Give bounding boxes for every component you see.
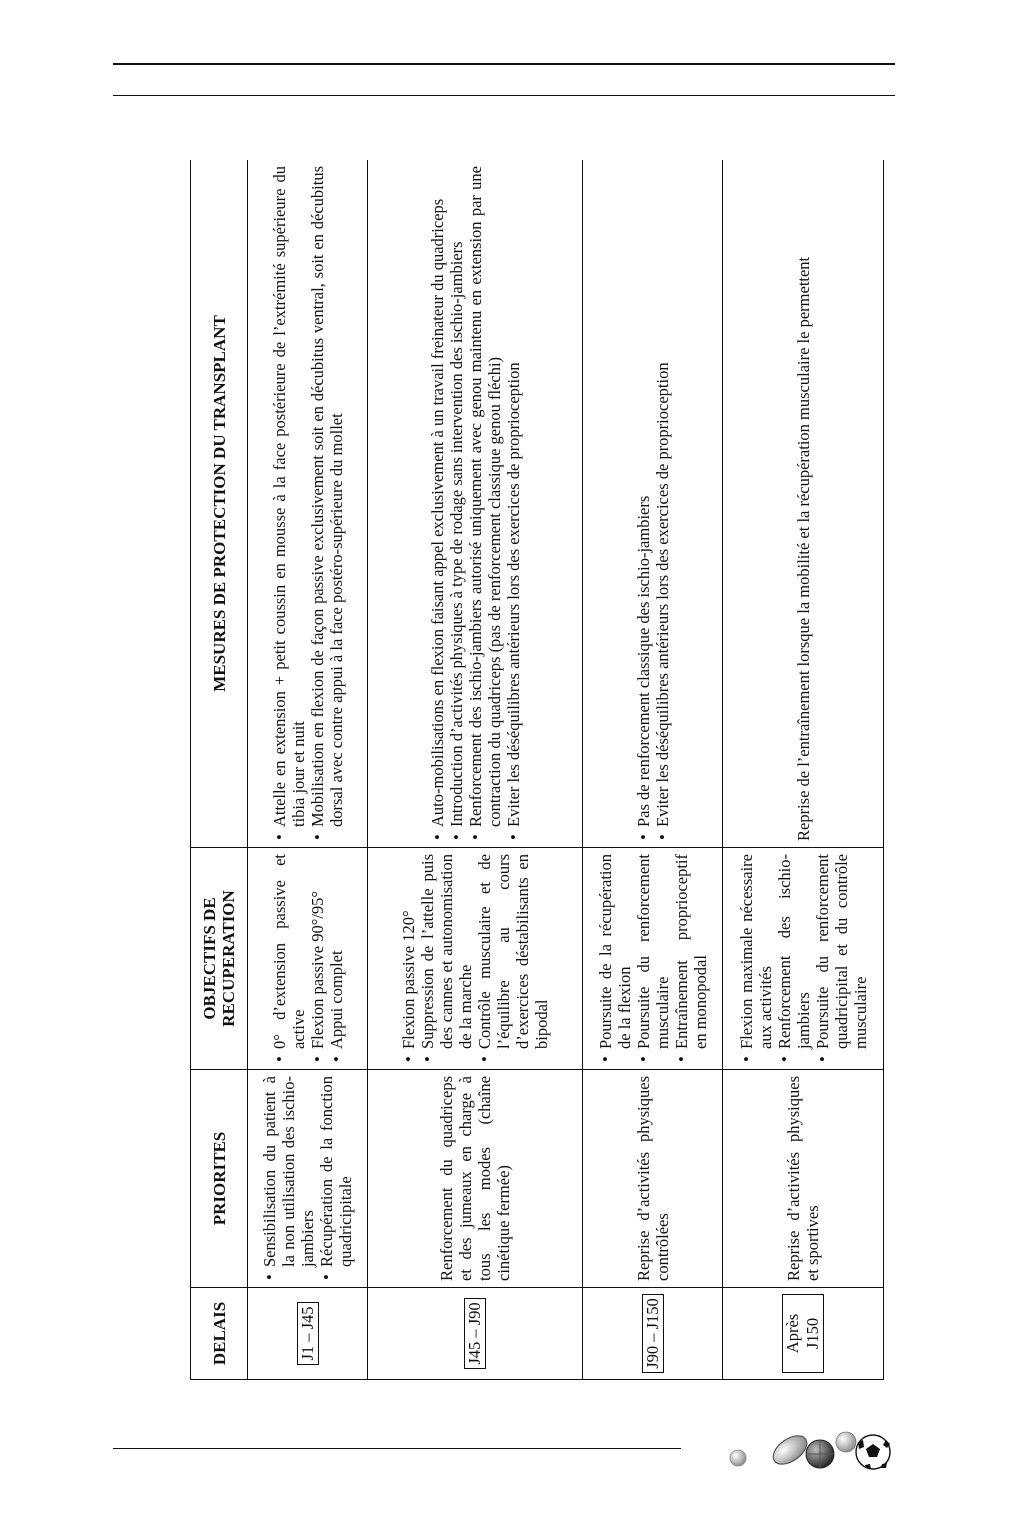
objectives-cell bbox=[368, 848, 583, 1070]
list-item: • Flexion maximale nécessaire aux activités bbox=[737, 854, 775, 1049]
list-item: • Poursuite du renforcement quadricipital et du contrôle musculaire bbox=[813, 854, 870, 1049]
priorities-cell: Reprise d’activités physiques et sportives bbox=[723, 1070, 884, 1288]
priorities-cell bbox=[248, 1070, 368, 1288]
measures-cell bbox=[368, 160, 583, 848]
list-item: • Flexion passive 120° bbox=[399, 854, 418, 1049]
measures-cell bbox=[583, 160, 723, 848]
list-item: • Introduction d’activités physiques à type de rodage sans intervention des ischio-jambiers bbox=[447, 166, 466, 827]
objectives-cell bbox=[583, 848, 723, 1070]
list-item: • Renforcement des ischio-jambiers bbox=[775, 854, 813, 1049]
rotated-table-container bbox=[190, 160, 884, 1380]
list-item: • Appui complet bbox=[327, 854, 346, 1049]
table-header-row bbox=[191, 160, 248, 1380]
delay-label: J45 – J90 bbox=[464, 1298, 486, 1368]
delay-cell bbox=[368, 1288, 583, 1380]
list-item: • 0° d’extension passive et active bbox=[270, 854, 308, 1049]
delay-label: J90 – J150 bbox=[642, 1294, 664, 1373]
list-item: • Attelle en extension + petit coussin en mousse à la face postérieure de l’extrémité supérieure du tibia jour et nuit bbox=[270, 166, 308, 827]
header-rule-thin bbox=[113, 95, 895, 96]
list-item: • Auto-mobilisations en flexion faisant appel exclusivement à un travail freinateur du quadriceps bbox=[428, 166, 447, 827]
header-objectifs: OBJECTIFS DE RECUPERATION bbox=[191, 848, 248, 1070]
priorities-cell: Renforcement du quadriceps et des jumeaux en charge à tous les modes (chaîne cinétique fermée) bbox=[368, 1070, 583, 1288]
table-row bbox=[248, 160, 368, 1380]
header-delais: DELAIS bbox=[191, 1288, 248, 1380]
table-row bbox=[583, 160, 723, 1380]
objectives-cell bbox=[248, 848, 368, 1070]
footer-rule bbox=[113, 1448, 681, 1449]
list-item: • Eviter les déséquilibres antérieurs lors des exercices de proprioception bbox=[653, 166, 672, 827]
header-rule-thick bbox=[113, 63, 895, 65]
list-item: • Contrôle musculaire et de l’équilibre au cours d’exercices déstabilisants en bipodal bbox=[475, 854, 551, 1049]
list-item: • Pas de renforcement classique des ischio-jambiers bbox=[634, 166, 653, 827]
delay-cell bbox=[723, 1288, 884, 1380]
delay-label: J1 – J45 bbox=[297, 1302, 319, 1364]
sports-balls-icon bbox=[728, 1420, 898, 1480]
rehabilitation-table bbox=[190, 160, 884, 1380]
list-item: • Poursuite du renforcement musculaire bbox=[634, 854, 672, 1049]
measures-cell: Reprise de l’entraînement lorsque la mobilité et la récupération musculaire le permettent bbox=[723, 160, 884, 848]
list-item: • Mobilisation en flexion de façon passive exclusivement soit en décubitus ventral, soit en décubitus dorsal avec contre appui à la face postéro-supérieure du mollet bbox=[308, 166, 346, 827]
delay-cell bbox=[583, 1288, 723, 1380]
header-priorites: PRIORITES bbox=[191, 1070, 248, 1288]
table-row bbox=[368, 160, 583, 1380]
list-item: • Suppression de l’attelle puis des cannes et autonomisation de la marche bbox=[418, 854, 475, 1049]
priorities-cell: Reprise d’activités physiques contrôlées bbox=[583, 1070, 723, 1288]
delay-cell bbox=[248, 1288, 368, 1380]
list-item: • Renforcement des ischio-jambiers autorisé uniquement avec genou maintenu en extension par une contraction du quadriceps (pas de renforcement classique genou fléchi) bbox=[466, 166, 504, 827]
list-item: • Poursuite de la récupération de la flexion bbox=[596, 854, 634, 1049]
list-item: • Sensibilisation du patient à la non utilisation des ischio-jambiers bbox=[260, 1076, 317, 1267]
header-mesures: MESURES DE PROTECTION DU TRANSPLANT bbox=[191, 160, 248, 848]
measures-cell bbox=[248, 160, 368, 848]
table-row bbox=[723, 160, 884, 1380]
list-item: • Flexion passive 90°/95° bbox=[308, 854, 327, 1049]
rotated-table-frame bbox=[190, 160, 884, 1380]
delay-label: Après J150 bbox=[782, 1294, 824, 1373]
list-item: • Entraînement proprioceptif en monopodal bbox=[672, 854, 710, 1049]
objectives-cell bbox=[723, 848, 884, 1070]
list-item: • Eviter les déséquilibres antérieurs lors des exercices de proprioception bbox=[504, 166, 523, 827]
list-item: • Récupération de la fonction quadricipitale bbox=[317, 1076, 355, 1267]
